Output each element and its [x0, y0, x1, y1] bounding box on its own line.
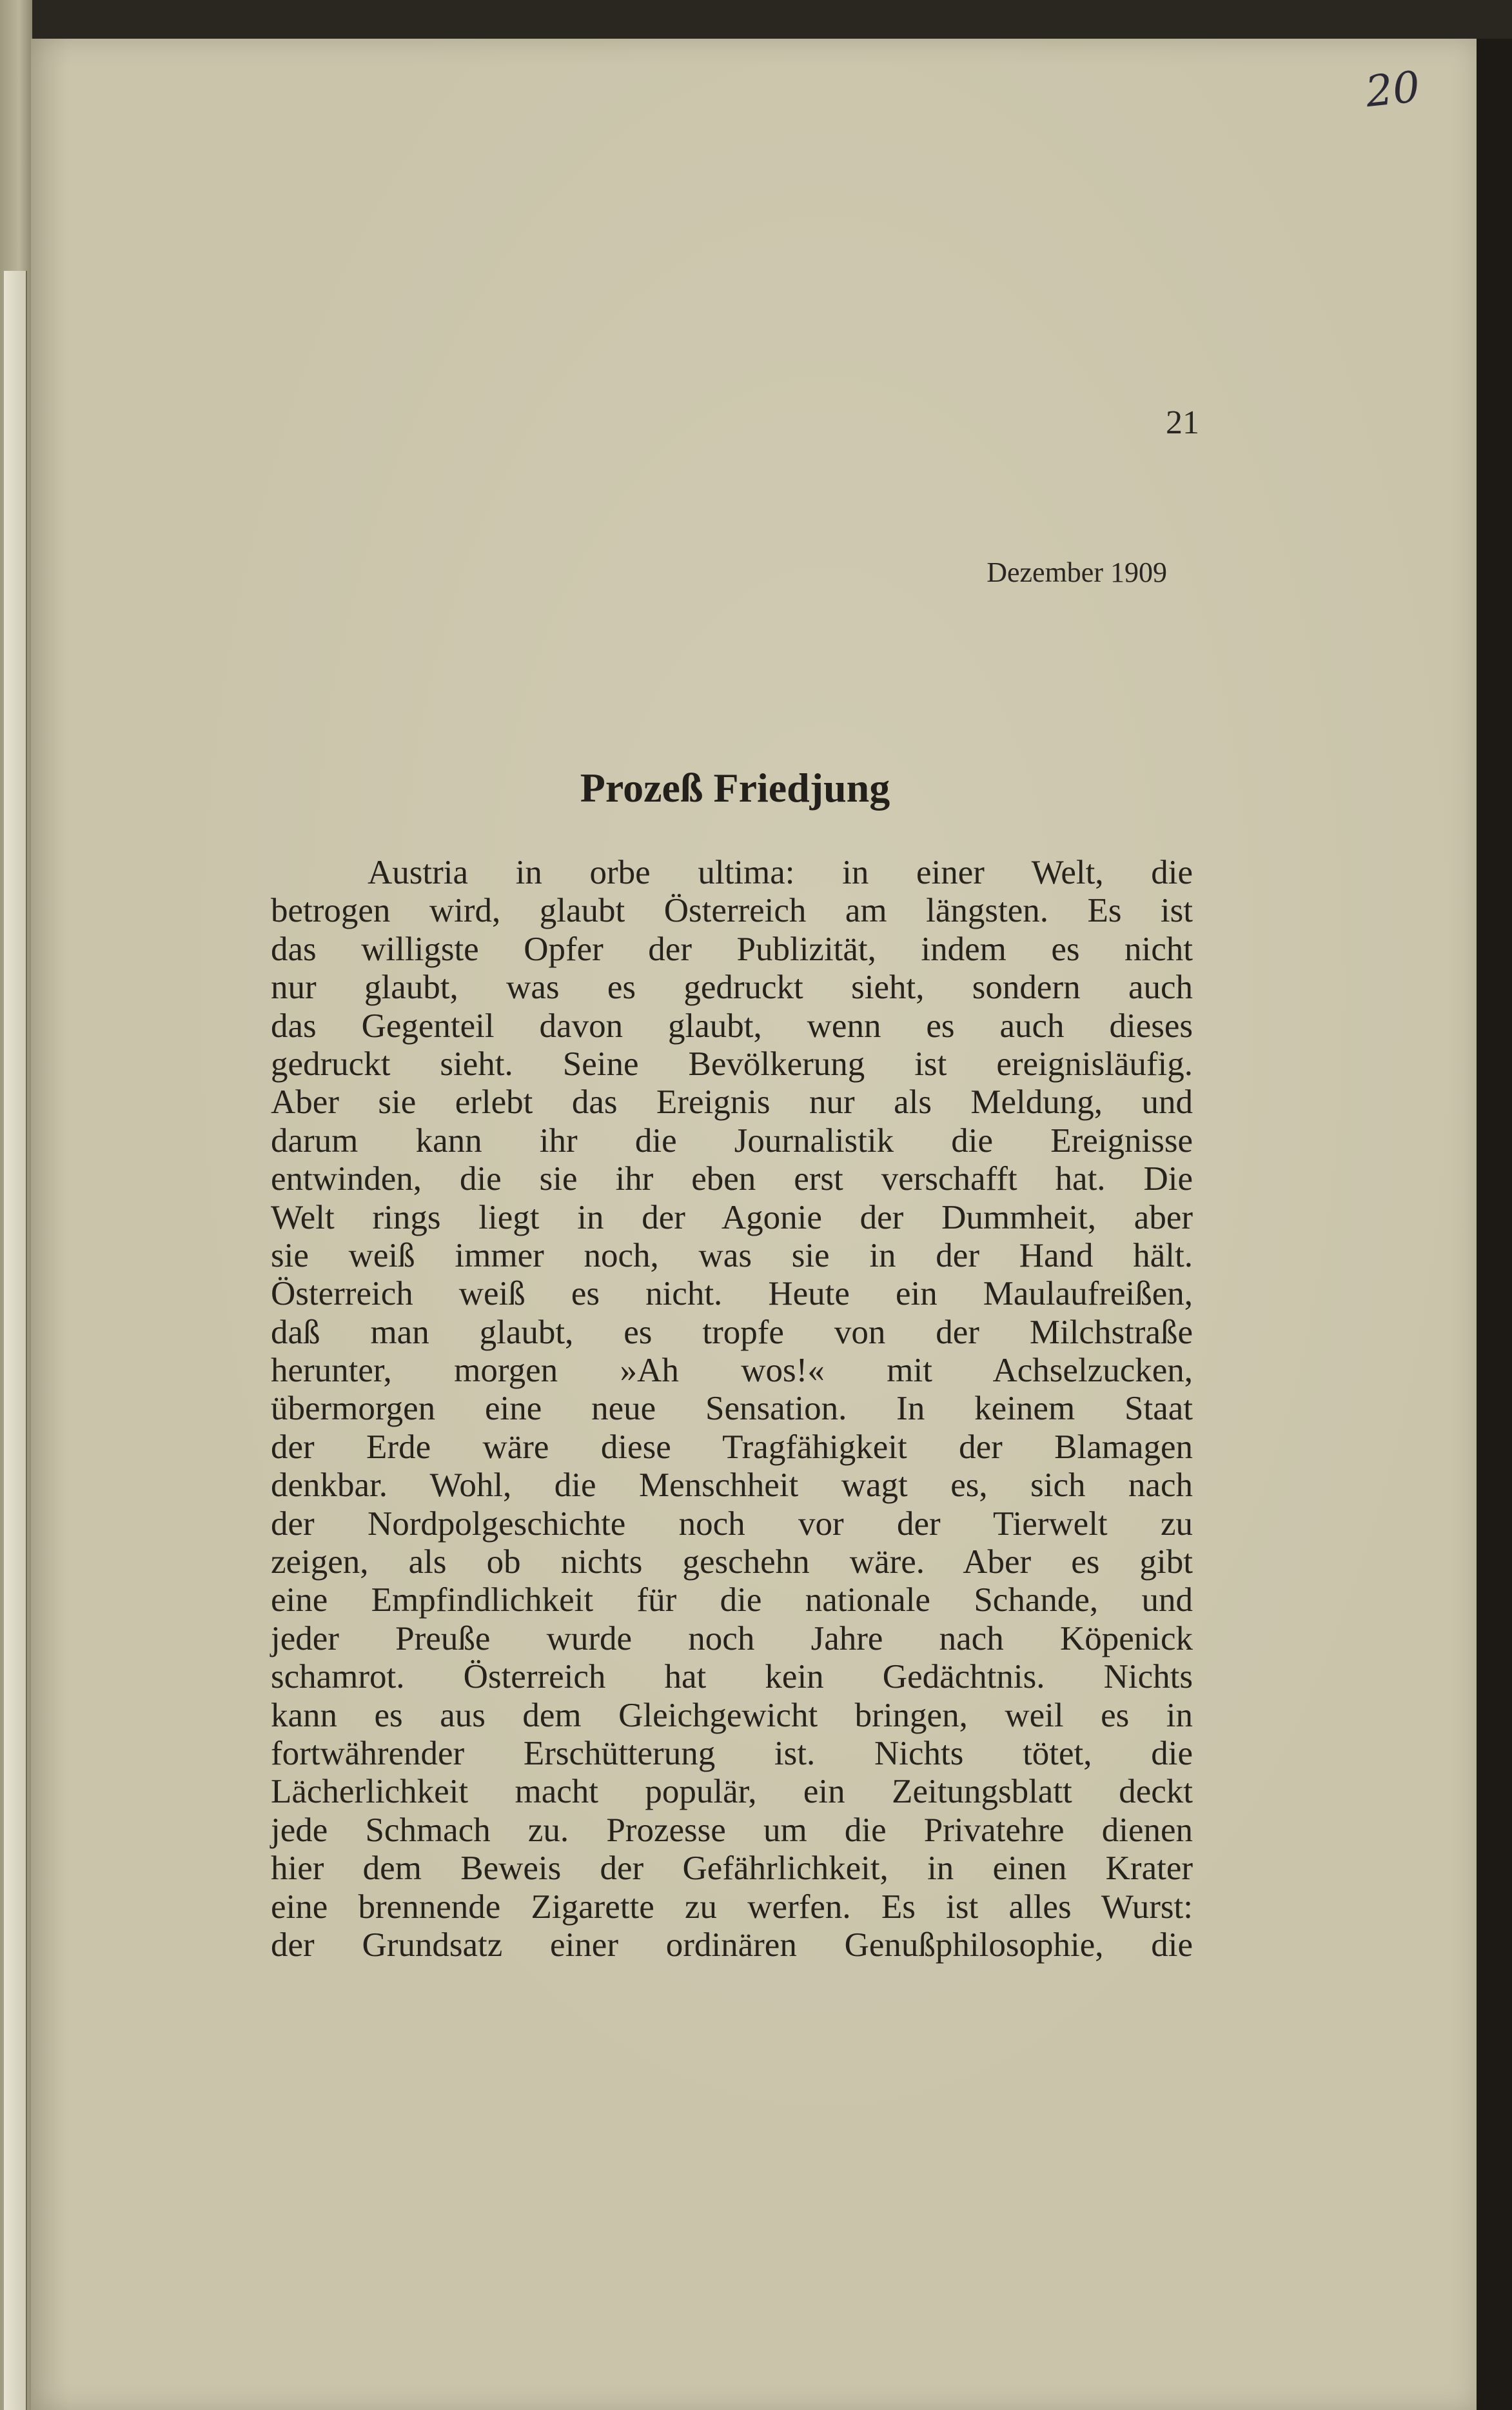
- text-line: Austria in orbe ultima: in einer Welt, die: [368, 854, 1193, 891]
- text-line: jede Schmach zu. Prozesse um die Privatehre dienen: [271, 1811, 1193, 1849]
- text-line: gedruckt sieht. Seine Bevölkerung ist ereignisläufig.: [271, 1045, 1193, 1083]
- text-line: jeder Preuße wurde noch Jahre nach Köpenick: [271, 1619, 1193, 1657]
- date-line: Dezember 1909: [987, 557, 1167, 588]
- text-line: übermorgen eine neue Sensation. In keinem Staat: [271, 1390, 1193, 1428]
- text-line: Österreich weiß es nicht. Heute ein Maulaufreißen,: [271, 1275, 1193, 1313]
- body-text: [271, 854, 1193, 1964]
- text-line: der Nordpolgeschichte noch vor der Tierwelt zu: [271, 1505, 1193, 1543]
- text-line: entwinden, die sie ihr eben erst verschafft hat. Die: [271, 1160, 1193, 1198]
- scanner-background: [1477, 39, 1512, 2410]
- text-line: betrogen wird, glaubt Österreich am längsten. Es ist: [271, 892, 1193, 930]
- text-line: denkbar. Wohl, die Menschheit wagt es, sich nach: [271, 1467, 1193, 1505]
- text-line: kann es aus dem Gleichgewicht bringen, weil es in: [271, 1696, 1193, 1734]
- text-line: darum kann ihr die Journalistik die Ereignisse: [271, 1121, 1193, 1160]
- text-line: eine Empfindlichkeit für die nationale Schande, und: [271, 1581, 1193, 1619]
- text-line: sie weiß immer noch, was sie in der Hand hält.: [271, 1236, 1193, 1274]
- text-line: zeigen, als ob nichts geschehn wäre. Aber es gibt: [271, 1543, 1193, 1581]
- text-line: fortwährender Erschütterung ist. Nichts tötet, die: [271, 1734, 1193, 1772]
- adjacent-page-edge: [4, 271, 27, 2410]
- text-line: Welt rings liegt in der Agonie der Dummheit, aber: [271, 1198, 1193, 1236]
- text-line: eine brennende Zigarette zu werfen. Es ist alles Wurst:: [271, 1888, 1193, 1926]
- text-line: daß man glaubt, es tropfe von der Milchstraße: [271, 1313, 1193, 1351]
- text-line: der Erde wäre diese Tragfähigkeit der Blamagen: [271, 1428, 1193, 1466]
- page-number: 21: [1166, 404, 1199, 441]
- text-line: schamrot. Österreich hat kein Gedächtnis. Nichts: [271, 1658, 1193, 1696]
- text-line: der Grundsatz einer ordinären Genußphilosophie, die: [271, 1926, 1193, 1964]
- text-line: Aber sie erlebt das Ereignis nur als Meldung, und: [271, 1083, 1193, 1121]
- text-line: nur glaubt, was es gedruckt sieht, sondern auch: [271, 969, 1193, 1007]
- text-line: das willigste Opfer der Publizität, indem es nicht: [271, 930, 1193, 968]
- article-title: Prozeß Friedjung: [580, 765, 890, 811]
- text-line: hier dem Beweis der Gefährlichkeit, in einen Krater: [271, 1850, 1193, 1888]
- text-line: das Gegenteil davon glaubt, wenn es auch dieses: [271, 1007, 1193, 1045]
- handwritten-folio-number: 20: [1363, 61, 1422, 117]
- text-line: Lächerlichkeit macht populär, ein Zeitungsblatt deckt: [271, 1773, 1193, 1811]
- text-line: herunter, morgen »Ah wos!« mit Achselzucken,: [271, 1352, 1193, 1390]
